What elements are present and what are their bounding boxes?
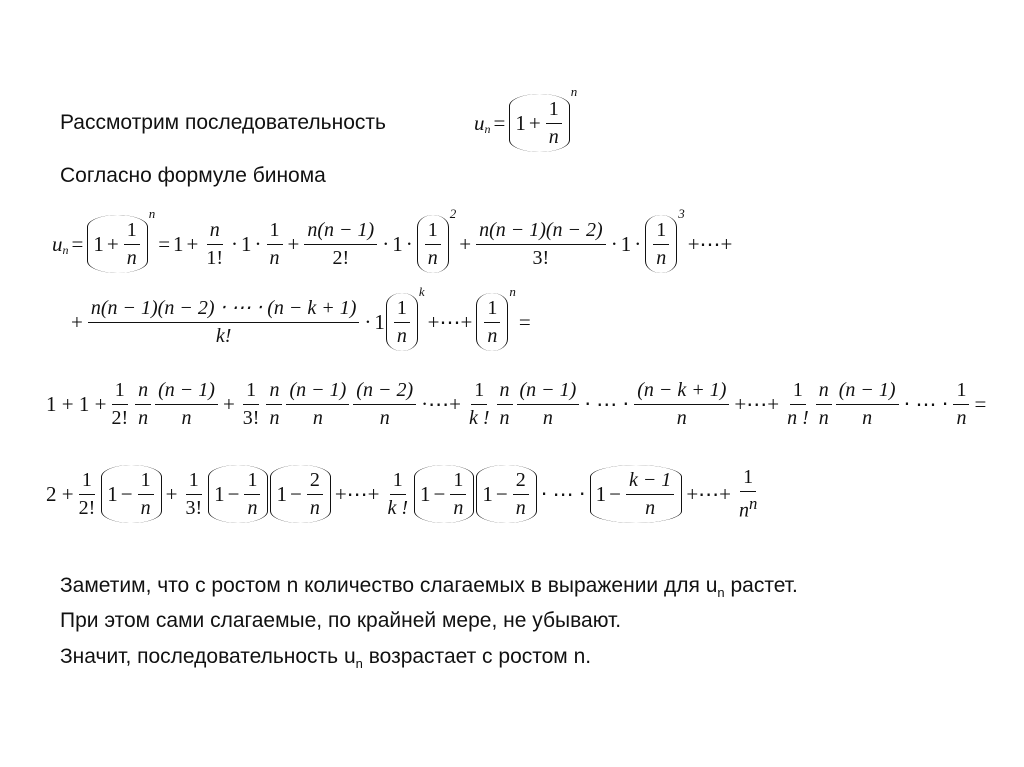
l4-p1-one: 1 [107,481,118,506]
l2-tk-den: k! [215,324,232,347]
l1-frac-den: n [126,246,137,269]
l1-plus: + [106,231,119,256]
l3-f3-den: n [181,406,192,429]
l2-tk [88,297,360,348]
l3-f13-num: n [818,378,829,401]
l3-f11-num: (n − k + 1) [637,378,727,401]
l1-t3 [476,219,606,270]
l1-t1-frac [267,219,283,270]
l1-t1 [203,219,226,270]
conclusion-line-3 [60,646,591,670]
l2-tk-num: n(n − 1)(n − 2) ⋅ ⋯ ⋅ (n − k + 1) [90,296,357,319]
l3-f4-den: 3! [242,406,260,429]
l3-f8-den: k ! [468,406,490,429]
l4-last-num: 1 [740,466,756,492]
l3-f8-num: 1 [471,379,487,405]
l1-t2-pfrac-num: 1 [425,219,441,245]
l4-start: 2 + [46,481,74,506]
l4-f1-den: 2! [78,496,96,519]
l3-f2-den: n [138,406,149,429]
l3-f1-den: 2! [111,406,129,429]
l4-last-den: n [739,499,749,522]
expansion-line-1: u n = 1 + $\frac{1}{n}$ n = 1 + $\frac{n}{1!}$ · 1 · $\frac{1}{n}$ + $\frac{n(n - 1)}{2!}$ · 1 · $\frac{1}{n}$ 2 + $\frac{n(n - 1)(n - 2)}{3!}$ · 1 · $\frac{1}{n}$ 3 +⋯+ [52,210,735,278]
l1-exp2: 2 [449,206,457,221]
l1-t1-num: n [209,218,220,241]
l2-one: 1 [374,309,385,334]
l3-f14-den: n [862,406,873,429]
l2-pfrac2-num: 1 [484,297,500,323]
formula-sub-n: n [484,121,491,136]
l3-plus1: + [222,391,235,416]
l3-f1-num: 1 [112,379,128,405]
l4-f1-num: 1 [79,469,95,495]
l1-exp: n [148,206,156,221]
l3-f10-den: n [542,406,553,429]
l4-tail: ⋅ ⋯ ⋅ [540,481,586,506]
l3-f13-den: n [818,406,829,429]
l1-one-b: 1 [173,231,184,256]
l2-pfrac-num: 1 [394,297,410,323]
fraction-denominator: n [548,125,559,148]
formula-equals: = [493,110,506,135]
formula-paren [509,94,569,152]
l1-t2-paren [417,215,449,273]
l3-f5-den: n [269,406,280,429]
l3-f14-num: (n − 1) [838,378,896,401]
conclusion-line-3-sub: n [355,656,363,672]
formula-fraction [546,98,562,149]
formula-u: u [474,110,485,135]
l1-t3-paren [645,215,677,273]
conclusion-line-1-sub: n [717,585,725,601]
l1-t2-den: 2! [332,246,350,269]
l3-f6-num: (n − 1) [289,378,347,401]
l1-plus-b: + [186,231,199,256]
conclusion-line-3-b: возрастает с ростом n. [362,645,592,668]
l1-t2-one: 1 [392,231,403,256]
l3-f2-num: n [138,378,149,401]
l4-p6-one: 1 [595,481,607,506]
l1-t2 [304,219,377,270]
conclusion-line-2: При этом сами слагаемые, по крайней мере, не убывают. [60,609,622,632]
l3-tail1: ⋅ ⋯ ⋅ [584,391,630,416]
l1-t1-den: 1! [206,246,224,269]
l2-eq: = [518,309,531,334]
l4-p1-den: n [140,496,151,519]
l4-f3-num: 1 [390,469,406,495]
l1-u: u [52,231,63,256]
l1-t3-pfrac-den: n [656,246,667,269]
l2-paren2 [476,293,508,351]
l1-eq2: = [158,231,171,256]
l4-p4-num: 1 [450,469,466,495]
intro-consider-text: Рассмотрим последовательность [60,111,386,134]
l4-p5-num: 2 [513,469,529,495]
l3-f11-den: n [676,406,687,429]
l1-t1-one: 1 [241,231,252,256]
l4-p5-one: 1 [482,481,493,506]
l1-t1-frac-den: n [269,246,280,269]
l3-eq: = [974,391,987,416]
formula-exponent: n [570,84,578,99]
fraction-numerator: 1 [546,98,562,124]
l2-pfrac2-den: n [487,324,498,347]
l3-f12-num: 1 [790,379,806,405]
l1-t2-num: n(n − 1) [307,218,375,241]
l3-f6-den: n [312,406,323,429]
l3-f3-num: (n − 1) [158,378,215,401]
l3-f15-num: 1 [953,379,969,405]
l3-f7-den: n [379,406,390,429]
l4-p3-one: 1 [276,481,287,506]
l4-p1-num: 1 [138,469,154,495]
l4-dots1: +⋯+ [334,481,380,506]
l4-f2-num: 1 [186,469,202,495]
l1-t1-frac-num: 1 [267,219,283,245]
l4-p6-num: k − 1 [628,468,672,491]
l3-tail2: ⋅ ⋯ ⋅ [903,391,949,416]
l1-frac-main [124,219,140,270]
l4-p3-den: n [309,496,320,519]
l4-f3-den: k ! [387,496,409,519]
l4-plus1: + [165,481,178,506]
l4-p5-den: n [515,496,526,519]
sequence-definition-formula [474,84,578,158]
l2-expn: n [509,284,516,299]
conclusion-line-3-a: Значит, последовательность u [60,645,356,668]
expansion-line-4: 2 + $\frac{1}{2!}$ 1 − $\frac{1}{n}$ + $\frac{1}{3!}$ 1 − $\frac{1}{n}$ 1 − $\frac{2}{n}$ +⋯+ $\frac{1}{k !}$ 1 − $\frac{1}{n}$ 1 − $\frac{2}{n}$ ⋅ ⋯ ⋅ 1 − $\frac{k - 1}{n}$ +⋯+ $\frac{1}{n^n}$ [46,465,758,522]
l4-f2-den: 3! [185,496,203,519]
l4-p4-den: n [453,496,464,519]
l3-f7-num: (n − 2) [356,378,414,401]
l2-plus: + [71,309,83,334]
l3-f5-num: n [269,378,280,401]
conclusion-line-1-a: Заметим, что с ростом n количество слагаемых в выражении для u [60,574,718,597]
conclusion-line-1 [60,575,798,599]
l1-one: 1 [93,231,104,256]
l1-frac-num: 1 [124,219,140,245]
l4-dots2: +⋯+ [686,481,731,506]
l3-f9-num: n [499,378,510,401]
l3-f15-den: n [956,406,967,429]
l4-last-exp: n [749,493,758,513]
l3-f10-num: (n − 1) [519,378,577,401]
l4-p2-den: n [247,496,258,519]
l1-t3-den: 3! [532,246,550,269]
l1-dots: +⋯+ [687,231,733,256]
l4-p3-num: 2 [307,469,323,495]
l2-paren [386,293,418,351]
l4-p2-one: 1 [214,481,225,506]
formula-one: 1 [515,110,526,135]
l2-expk: k [418,284,425,299]
l1-paren [87,215,147,273]
expansion-line-3: 1 + 1 + $\frac{1}{2!}$ $\frac{n}{n}$ $\frac{(n - 1)}{n}$ + $\frac{1}{3!}$ $\frac{n}{n}$ $\frac{(n - 1)}{n}$ $\frac{(n - 2)}{n}$ ·⋯+ $\frac{1}{k !}$ $\frac{n}{n}$ $\frac{(n - 1)}{n}$ ⋅ ⋯ ⋅ $\frac{(n - k + 1)}{n}$ +⋯+ $\frac{1}{n !}$ $\frac{n}{n}$ $\frac{(n - 1)}{n}$ ⋅ ⋯ ⋅ $\frac{1}{n}$ = [46,378,987,429]
l2-dots: +⋯+ [427,309,473,334]
formula-plus: + [528,110,541,135]
conclusion-line-1-b: растет. [724,574,798,597]
l3-f9-den: n [499,406,510,429]
l3-dots: +⋯+ [734,391,780,416]
l1-exp3: 3 [678,206,685,221]
l1-eq: = [71,231,84,256]
l3-f12-den: n ! [787,406,809,429]
l1-t2-pfrac-den: n [427,246,438,269]
l3-f4-num: 1 [243,379,259,405]
l1-plus-c: + [287,231,300,256]
l1-t3-one: 1 [620,231,632,256]
l1-t3-pfrac-num: 1 [653,219,669,245]
l1-plus-d: + [459,231,472,256]
l4-p2-num: 1 [244,469,260,495]
l3-start: 1 + 1 + [46,391,107,416]
expansion-line-2: + $\frac{n(n - 1)(n - 2) \cdot \cdots \cdot (n - k + 1)}{k!}$ · 1 $\frac{1}{n}$ k +⋯+ $\frac{1}{n}$ n = [68,288,534,356]
l2-pfrac-den: n [396,324,407,347]
binomial-intro-text: Согласно формуле бинома [60,164,326,187]
l4-p6-den: n [645,496,656,519]
l1-sub-n: n [62,242,69,257]
l4-p4-one: 1 [420,481,431,506]
l1-t3-num: n(n − 1)(n − 2) [479,218,603,241]
